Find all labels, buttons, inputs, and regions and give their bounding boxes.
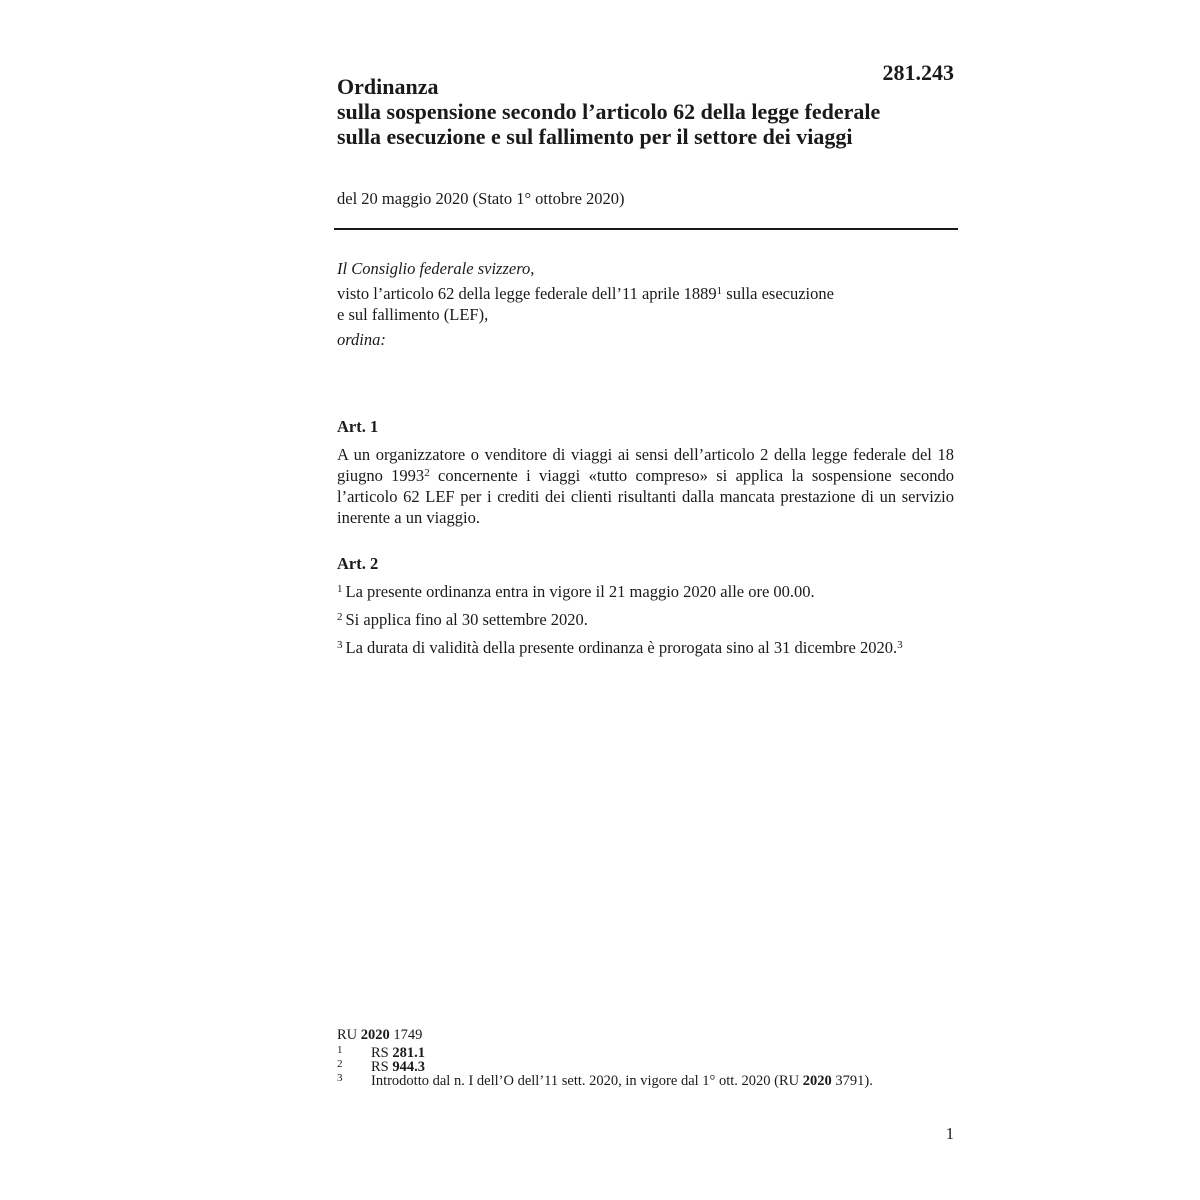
title-line-type: Ordinanza: [337, 74, 439, 99]
ru-page: 1749: [389, 1027, 423, 1043]
footnote-text: Introdotto dal n. I dell’O dell’11 sett. 2020, in vigore dal 1° ott. 2020 (RU: [371, 1073, 803, 1089]
footnote-number: 3: [337, 1072, 343, 1084]
footnote-text: RS: [371, 1045, 393, 1061]
paragraph-text: La presente ordinanza entra in vigore il 21 maggio 2020 alle ore 00.00.: [345, 582, 815, 601]
article-1-text: [337, 444, 954, 528]
footnote-bold: 2020: [802, 1073, 832, 1089]
footnote-1: [337, 1046, 957, 1060]
official-compilation-ref: [337, 1027, 957, 1044]
preamble-legal-basis-cont: e sul fallimento (LEF),: [337, 305, 489, 324]
ru-prefix: RU: [337, 1027, 361, 1043]
ru-year: 2020: [360, 1027, 390, 1043]
article-2-paragraph-2: [337, 609, 954, 630]
article-1-text-start: A un organizzatore o venditore di viaggi ai sensi dell’articolo 2 della legge federale del 18 giugno 1993: [337, 445, 954, 485]
footnote-bold: 944.3: [392, 1059, 425, 1075]
date-status-line: del 20 maggio 2020 (Stato 1° ottobre 2020): [337, 189, 625, 208]
article-1-heading: Art. 1: [337, 417, 379, 436]
document-title: [337, 74, 977, 149]
article-2-paragraph-3: [337, 637, 954, 658]
article-2-heading: Art. 2: [337, 554, 379, 573]
paragraph-text: Si applica fino al 30 settembre 2020.: [345, 610, 588, 629]
footnote-3: [337, 1074, 957, 1088]
footnote-ref-1[interactable]: 1: [716, 285, 723, 297]
article-1-text-end: concernente i viaggi «tutto compreso» si applica la sospensione secondo l’articolo 62 LEF per i crediti dei clienti risultanti dalla mancata prestazione di un servizio inerente a un viaggio.: [337, 466, 954, 527]
paragraph-number: 2: [337, 611, 343, 623]
footnote-number: 1: [337, 1044, 343, 1056]
footnote-ref-3[interactable]: 3: [897, 639, 903, 651]
footnote-number: 2: [337, 1058, 343, 1070]
legal-basis-text-end: sulla esecuzione: [722, 284, 834, 303]
footnote-bold: 281.1: [392, 1045, 425, 1061]
paragraph-number: 3: [337, 639, 343, 651]
document-number: 281.243: [882, 60, 954, 85]
preamble-decree: ordina:: [337, 330, 386, 349]
title-line-subject-2: sulla esecuzione e sul fallimento per il settore dei viaggi: [337, 124, 853, 149]
header-divider: [334, 228, 958, 230]
preamble-legal-basis: [337, 283, 957, 304]
legal-basis-text: visto l’articolo 62 della legge federale dell’11 aprile 1889: [337, 284, 717, 303]
footnote-ref-2[interactable]: 2: [424, 467, 430, 479]
footnotes-section: [337, 1027, 957, 1088]
preamble: [337, 258, 957, 350]
footnote-suffix: 3791).: [831, 1073, 873, 1089]
title-line-subject-1: sulla sospensione secondo l’articolo 62 della legge federale: [337, 99, 881, 124]
article-2-paragraph-1: [337, 581, 954, 602]
page-number: 1: [945, 1124, 954, 1143]
paragraph-number: 1: [337, 583, 343, 595]
footnote-text: RS: [371, 1059, 393, 1075]
paragraph-text: La durata di validità della presente ordinanza è prorogata sino al 31 dicembre 2020.: [345, 638, 898, 657]
preamble-authority: Il Consiglio federale svizzero,: [337, 259, 535, 278]
footnote-2: [337, 1060, 957, 1074]
